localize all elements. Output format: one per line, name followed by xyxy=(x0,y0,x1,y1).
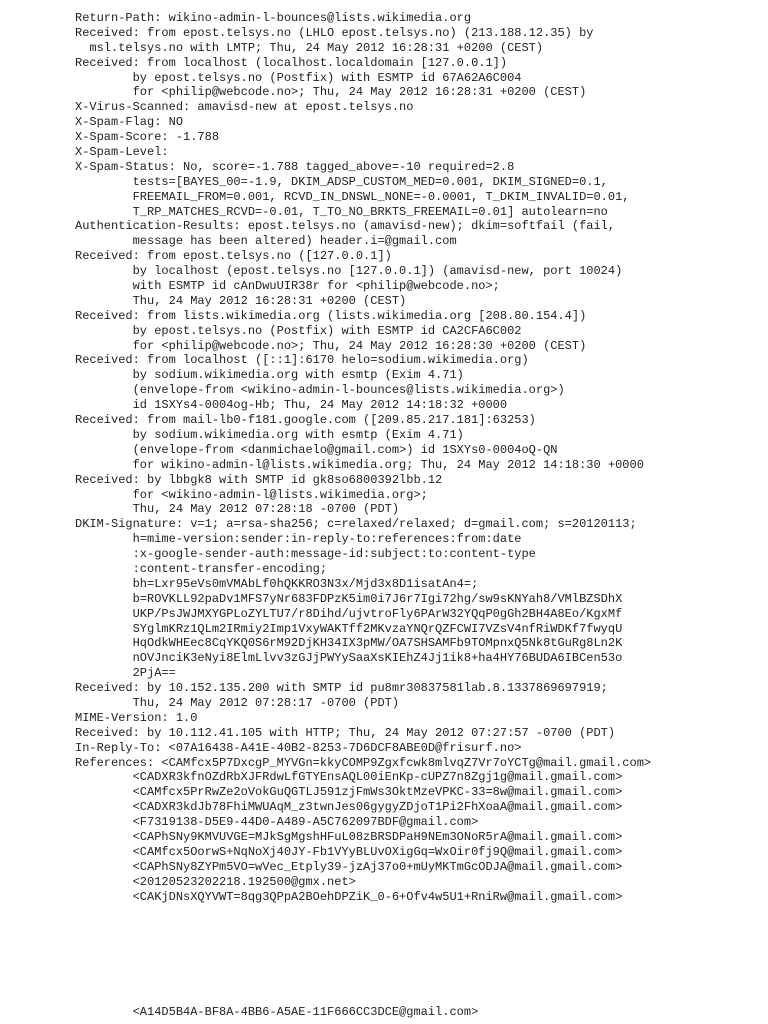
header-line: X-Spam-Flag: NO xyxy=(75,115,184,130)
header-line: <CADXR3kdJb78FhiMWUAqM_z3twnJes06gygyZDjoT1Pi2FhXoaA@mail.gmail.com> xyxy=(75,800,623,815)
header-line: bh=Lxr95eVs0mVMAbLf0hQKKRO3N3x/Mjd3x8D1isatAn4=; xyxy=(75,576,479,591)
header-line: Received: from epost.telsys.no ([127.0.0.1]) xyxy=(75,249,392,264)
header-line: message has been altered) header.i=@gmail.com xyxy=(75,234,457,249)
header-line: X-Spam-Status: No, score=-1.788 tagged_above=-10 required=2.8 xyxy=(75,159,515,174)
header-line: by sodium.wikimedia.org with esmtp (Exim 4.71) xyxy=(75,368,464,383)
header-line: Thu, 24 May 2012 07:28:18 -0700 (PDT) xyxy=(75,502,400,517)
header-line: UKP/PsJWJMXYGPLoZYLTU7/r8Dihd/ujvtroFly6PArW32YQqP0gGh2BH4A8Eo/KgxMf xyxy=(75,606,623,621)
header-line: <20120523202218.192500@gmx.net> xyxy=(75,874,356,889)
header-line: id 1SXYs4-0004og-Hb; Thu, 24 May 2012 14:18:32 +0000 xyxy=(75,398,508,413)
header-line: by localhost (epost.telsys.no [127.0.0.1]) (amavisd-new, port 10024) xyxy=(75,264,623,279)
header-line: <CAPhSNy9KMVUVGE=MJkSgMgshHFuL08zBRSDPaH9NEm3ONoR5rA@mail.gmail.com> xyxy=(75,829,623,844)
header-line: by sodium.wikimedia.org with esmtp (Exim 4.71) xyxy=(75,427,464,442)
header-line: Received: from localhost (localhost.localdomain [127.0.0.1]) xyxy=(75,55,508,70)
header-line: <CAMfcx5PrRwZe2oVokGuQGTLJ591zjFmWs3OktMzeVPKC-33=8w@mail.gmail.com> xyxy=(75,785,623,800)
header-line: <CAKjDNsXQYVWT=8qg3QPpA2BOehDPZiK_0-6+Ofv4w5U1+RniRw@mail.gmail.com> xyxy=(75,889,623,904)
header-line: Thu, 24 May 2012 16:28:31 +0200 (CEST) xyxy=(75,293,407,308)
header-line: HqOdkWHEec8CqYKQ0S6rM92DjKH34IX3pMW/OA7SHSAMFb9TOMpnxQ5Nk8tGuRg8Ln2K xyxy=(75,636,623,651)
header-line: <CADXR3kfnOZdRbXJFRdwLfGTYEnsAQL00iEnKp-cUPZ7n8Zgj1g@mail.gmail.com> xyxy=(75,770,623,785)
header-line: DKIM-Signature: v=1; a=rsa-sha256; c=relaxed/relaxed; d=gmail.com; s=20120113; xyxy=(75,517,637,532)
header-line: Thu, 24 May 2012 07:28:17 -0700 (PDT) xyxy=(75,695,400,710)
header-line: <CAMfcx5OorwS+NqNoXj40JY-Fb1VYyBLUvOXigGq=WxOir0fj9Q@mail.gmail.com> xyxy=(75,844,623,859)
header-line: for <philip@webcode.no>; Thu, 24 May 2012 16:28:31 +0200 (CEST) xyxy=(75,85,587,100)
header-line: Received: by 10.152.135.200 with SMTP id pu8mr30837581lab.8.1337869697919; xyxy=(75,681,608,696)
header-line: (envelope-from <wikino-admin-l-bounces@lists.wikimedia.org>) xyxy=(75,383,565,398)
header-line: In-Reply-To: <07A16438-A41E-40B2-8253-7D6DCF8ABE0D@frisurf.no> xyxy=(75,740,522,755)
header-line: by epost.telsys.no (Postfix) with ESMTP id 67A62A6C004 xyxy=(75,70,522,85)
header-line: for wikino-admin-l@lists.wikimedia.org; Thu, 24 May 2012 14:18:30 +0000 xyxy=(75,457,644,472)
header-line: <CAPhSNy8ZYPm5VO=wVec_Etply39-jzAj37o0+mUyMKTmGcODJA@mail.gmail.com> xyxy=(75,859,623,874)
header-line: References: <CAMfcx5P7DxcgP_MYVGn=kkyCOMP9Zgxfcwk8mlvqZ7Vr7oYCTg@mail.gmail.com> xyxy=(75,755,652,770)
header-line: <F7319138-D5E9-44D0-A489-A5C762097BDF@gmail.com> xyxy=(75,815,479,830)
header-line: Return-Path: wikino-admin-l-bounces@lists.wikimedia.org xyxy=(75,11,472,25)
header-line: 2PjA== xyxy=(75,666,176,681)
header-line: Received: by 10.112.41.105 with HTTP; Thu, 24 May 2012 07:27:57 -0700 (PDT) xyxy=(75,725,616,740)
header-line: (envelope-from <danmichaelo@gmail.com>) id 1SXYs0-0004oQ-QN xyxy=(75,442,558,457)
header-line: h=mime-version:sender:in-reply-to:references:from:date xyxy=(75,532,522,547)
header-line: for <philip@webcode.no>; Thu, 24 May 2012 16:28:30 +0200 (CEST) xyxy=(75,338,587,353)
header-line: MIME-Version: 1.0 xyxy=(75,710,198,725)
header-line: :x-google-sender-auth:message-id:subject:to:content-type xyxy=(75,547,536,562)
header-line: Received: from mail-lb0-f181.google.com ([209.85.217.181]:63253) xyxy=(75,413,536,428)
header-line: Received: from lists.wikimedia.org (lists.wikimedia.org [208.80.154.4]) xyxy=(75,308,587,323)
header-line: SYglmKRz1QLm2IRmiy2Imp1VxyWAKTff2MKvzaYNQrQZFCWI7VZsV4nfRiWDKf7fwyqU xyxy=(75,621,623,636)
email-headers xyxy=(75,11,765,904)
header-line: Received: from localhost ([::1]:6170 helo=sodium.wikimedia.org) xyxy=(75,353,529,368)
header-line: X-Virus-Scanned: amavisd-new at epost.telsys.no xyxy=(75,100,414,115)
header-line: nOVJnciK3eNyi8ElmLlvv3zGJjPWYySaaXsKIEhZ4Jj1ik8+ha4HY76BUDA6IBCen53o xyxy=(75,651,623,666)
header-line: :content-transfer-encoding; xyxy=(75,561,328,576)
header-line: tests=[BAYES_00=-1.9, DKIM_ADSP_CUSTOM_MED=0.001, DKIM_SIGNED=0.1, xyxy=(75,174,608,189)
header-line: msl.telsys.no with LMTP; Thu, 24 May 2012 16:28:31 +0200 (CEST) xyxy=(75,40,544,55)
header-line: Received: from epost.telsys.no (LHLO epost.telsys.no) (213.188.12.35) by xyxy=(75,25,594,40)
header-line: <A14D5B4A-BF8A-4BB6-A5AE-11F666CC3DCE@gmail.com> xyxy=(75,1005,479,1019)
header-line: X-Spam-Level: xyxy=(75,145,169,160)
header-line: Received: by lbbgk8 with SMTP id gk8so6800392lbb.12 xyxy=(75,472,443,487)
header-line: for <wikino-admin-l@lists.wikimedia.org>; xyxy=(75,487,428,502)
header-line: T_RP_MATCHES_RCVD=-0.01, T_TO_NO_BRKTS_FREEMAIL=0.01] autolearn=no xyxy=(75,204,608,219)
header-line: X-Spam-Score: -1.788 xyxy=(75,130,220,145)
header-line: b=ROVKLL92paDv1MFS7yNr683FDPzK5im0i7J6r7Igi72hg/sw9sKNYah8/VMlBZSDhX xyxy=(75,591,623,606)
header-line: FREEMAIL_FROM=0.001, RCVD_IN_DNSWL_NONE=-0.0001, T_DKIM_INVALID=0.01, xyxy=(75,189,630,204)
references-trailer xyxy=(75,1005,765,1020)
header-line: Authentication-Results: epost.telsys.no (amavisd-new); dkim=softfail (fail, xyxy=(75,219,616,234)
header-line: with ESMTP id cAnDwuUIR38r for <philip@webcode.no>; xyxy=(75,279,500,294)
header-line: by epost.telsys.no (Postfix) with ESMTP id CA2CFA6C002 xyxy=(75,323,522,338)
